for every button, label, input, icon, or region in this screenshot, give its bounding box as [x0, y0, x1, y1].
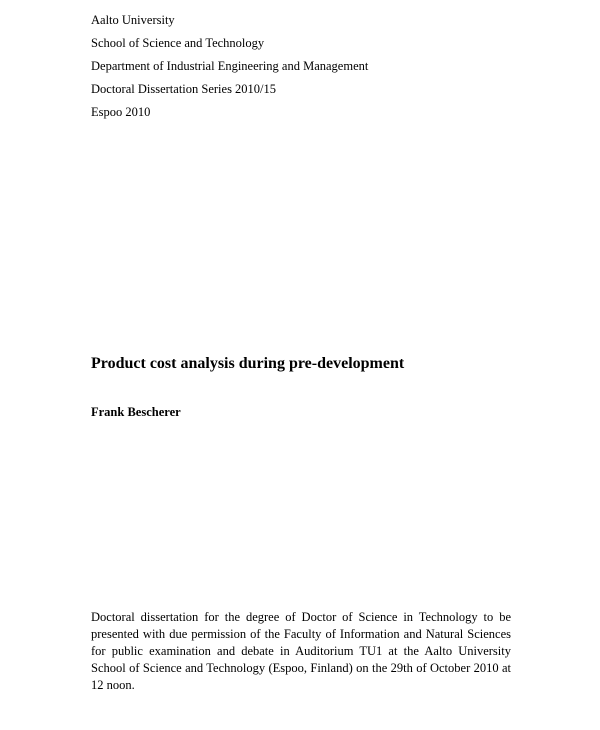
dissertation-statement: Doctoral dissertation for the degree of Doctor of Science in Technology to be presented with due permission of the Faculty of Information and Natural Sciences for public examination and debate in Auditorium TU1 at the Aalto University School of Science and Technology (Espoo, Finland) on the 29th of October 2010 at 12 noon.	[91, 610, 511, 692]
author-name: Frank Bescherer	[91, 405, 181, 419]
department-name: Department of Industrial Engineering and Management	[91, 59, 369, 73]
dissertation-title: Product cost analysis during pre-development	[91, 355, 405, 372]
university-name: Aalto University	[91, 13, 175, 27]
place-year: Espoo 2010	[91, 105, 151, 119]
institution-header	[91, 12, 531, 127]
school-name: School of Science and Technology	[91, 36, 265, 50]
series-number: Doctoral Dissertation Series 2010/15	[91, 82, 277, 96]
